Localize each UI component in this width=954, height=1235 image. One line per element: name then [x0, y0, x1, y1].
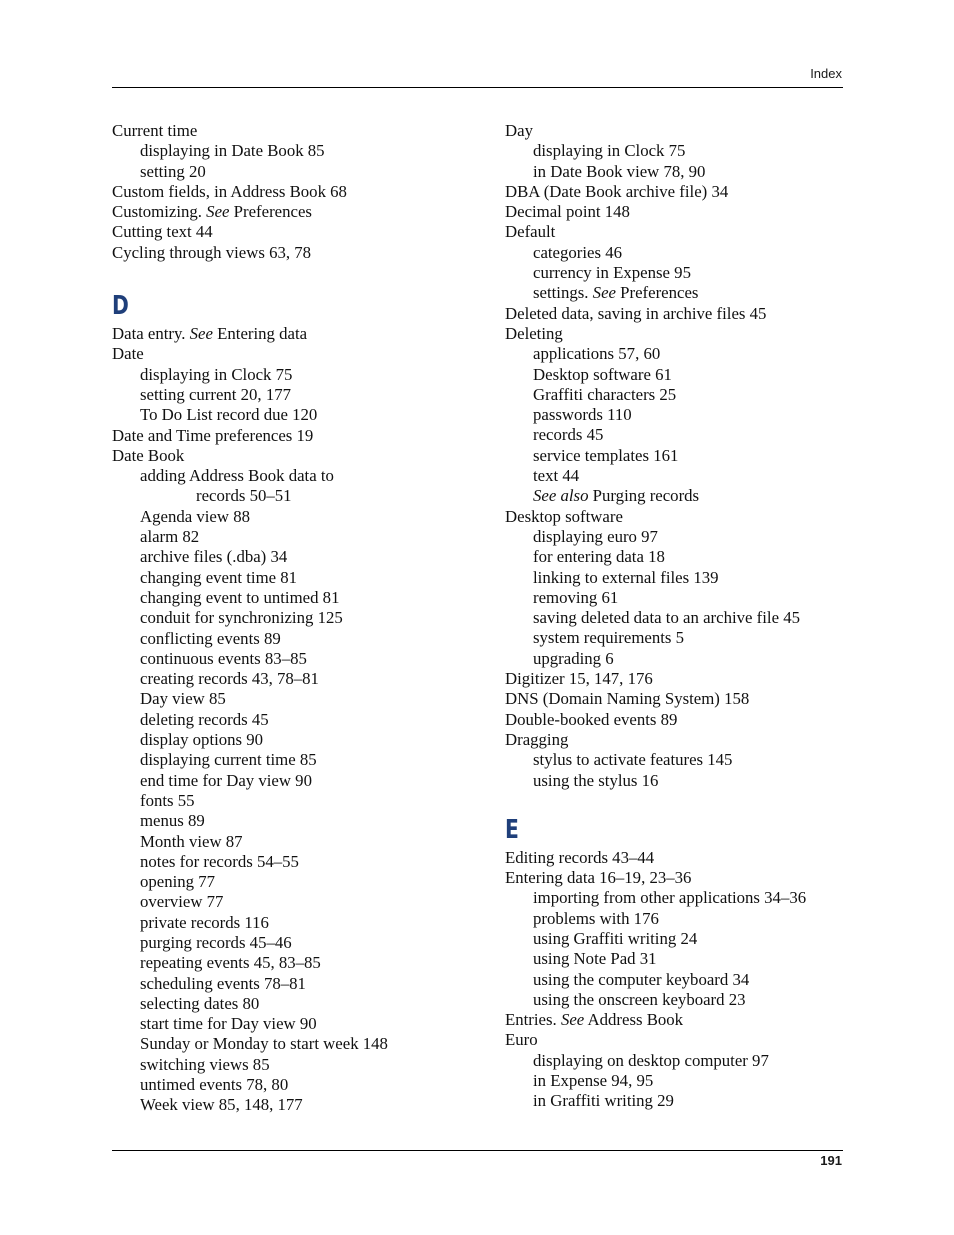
- index-subentry: [505, 970, 850, 990]
- entry-text: Purging records: [588, 486, 700, 506]
- index-subentry: [505, 405, 850, 425]
- index-block: [505, 121, 850, 791]
- index-subentry: [112, 385, 472, 405]
- entry-text: applications 57, 60: [533, 344, 661, 364]
- index-subentry: [112, 1055, 472, 1075]
- entry-text: Deleting: [505, 323, 563, 343]
- entry-text: Custom fields, in Address Book 68: [112, 181, 347, 201]
- index-subentry: [505, 344, 850, 364]
- index-subentry: [112, 365, 472, 385]
- index-subentry: [505, 608, 850, 628]
- index-entry: [112, 121, 472, 141]
- index-subentry: [505, 486, 850, 506]
- index-subentry: [505, 750, 850, 770]
- index-entry: [505, 222, 850, 242]
- entry-text: Date: [112, 344, 144, 364]
- entry-text: Date and Time preferences 19: [112, 425, 314, 445]
- index-subentry: [112, 892, 472, 912]
- entry-text: continuous events 83–85: [140, 648, 307, 668]
- index-entry: [505, 182, 850, 202]
- index-subentry: [505, 909, 850, 929]
- index-entry: [505, 689, 850, 709]
- entry-text: Entering data 16–19, 23–36: [505, 868, 692, 888]
- index-entry: [505, 121, 850, 141]
- see-reference: See: [592, 283, 616, 303]
- entry-text: system requirements 5: [533, 628, 684, 648]
- see-reference: See: [560, 1010, 585, 1030]
- index-subentry: [505, 141, 850, 161]
- entry-text: Euro: [505, 1030, 538, 1050]
- entry-text: notes for records 54–55: [140, 851, 299, 871]
- index-subentry: [505, 365, 850, 385]
- entry-text: settings.: [533, 283, 593, 303]
- index-subentry: [112, 852, 472, 872]
- index-subentry: [112, 466, 472, 486]
- entry-text: opening 77: [140, 872, 216, 892]
- entry-text: for entering data 18: [533, 547, 665, 567]
- entry-text: using the onscreen keyboard 23: [533, 989, 746, 1009]
- entry-text: conduit for synchronizing 125: [140, 608, 343, 628]
- entry-text: start time for Day view 90: [140, 1014, 317, 1034]
- entry-text: text 44: [533, 466, 580, 486]
- entry-text: untimed events 78, 80: [140, 1075, 289, 1095]
- entry-text: alarm 82: [140, 527, 200, 547]
- entry-text: creating records 43, 78–81: [140, 669, 319, 689]
- index-subentry: [112, 872, 472, 892]
- entry-text: selecting dates 80: [140, 993, 260, 1013]
- index-subentry: [112, 141, 472, 161]
- index-subentry: [505, 649, 850, 669]
- entry-text: switching views 85: [140, 1054, 270, 1074]
- index-subentry: [112, 608, 472, 628]
- entry-text: in Date Book view 78, 90: [533, 161, 706, 181]
- index-subentry: [112, 974, 472, 994]
- index-entry: [505, 710, 850, 730]
- running-header: Index: [810, 66, 842, 81]
- index-entry: [505, 202, 850, 222]
- index-subentry: [505, 1071, 850, 1091]
- entry-text: in Graffiti writing 29: [533, 1091, 674, 1111]
- index-entry: [505, 304, 850, 324]
- index-entry: [505, 730, 850, 750]
- entry-text: removing 61: [533, 587, 619, 607]
- index-subentry: [112, 486, 472, 506]
- index-subentry: [112, 771, 472, 791]
- entry-text: changing event time 81: [140, 567, 298, 587]
- index-subentry: [112, 953, 472, 973]
- index-subentry: [112, 791, 472, 811]
- entry-text: displaying euro 97: [533, 526, 658, 546]
- index-subentry: [505, 466, 850, 486]
- index-subentry: [505, 162, 850, 182]
- entry-text: using Note Pad 31: [533, 949, 657, 969]
- index-subentry: [112, 1095, 472, 1115]
- entry-text: importing from other applications 34–36: [533, 888, 807, 908]
- index-subentry: [505, 527, 850, 547]
- entry-text: Default: [505, 222, 556, 242]
- entry-text: Entering data: [212, 324, 308, 344]
- entry-text: To Do List record due 120: [140, 405, 318, 425]
- entry-text: scheduling events 78–81: [140, 973, 306, 993]
- index-subentry: [505, 446, 850, 466]
- see-reference: See also: [533, 486, 589, 506]
- entry-text: displaying current time 85: [140, 750, 317, 770]
- entry-text: problems with 176: [533, 908, 659, 928]
- entry-text: Current time: [112, 121, 198, 140]
- entry-text: using Graffiti writing 24: [533, 928, 698, 948]
- entry-text: private records 116: [140, 912, 269, 932]
- index-subentry: [112, 710, 472, 730]
- entry-text: Day view 85: [140, 689, 226, 709]
- entry-text: Desktop software: [505, 506, 623, 526]
- index-entry: [505, 1010, 850, 1030]
- entry-text: menus 89: [140, 811, 205, 831]
- index-entry: [112, 426, 472, 446]
- entry-text: Preferences: [615, 283, 699, 303]
- index-subentry: [505, 568, 850, 588]
- index-subentry: [112, 933, 472, 953]
- entry-text: displaying in Date Book 85: [140, 141, 325, 161]
- entry-text: Agenda view 88: [140, 506, 250, 526]
- entry-text: service templates 161: [533, 445, 679, 465]
- index-entry: [505, 324, 850, 344]
- index-subentry: [112, 547, 472, 567]
- index-entry: [112, 324, 472, 344]
- entry-text: display options 90: [140, 730, 264, 750]
- entry-text: conflicting events 89: [140, 628, 281, 648]
- index-subentry: [112, 811, 472, 831]
- entry-text: archive files (.dba) 34: [140, 547, 288, 567]
- index-subentry: [112, 750, 472, 770]
- index-column-left: [112, 121, 472, 1116]
- entry-text: Preferences: [229, 202, 312, 222]
- index-entry: [112, 202, 472, 222]
- entry-text: Editing records 43–44: [505, 847, 655, 867]
- index-subentry: [112, 832, 472, 852]
- entry-text: repeating events 45, 83–85: [140, 953, 321, 973]
- index-subentry: [505, 771, 850, 791]
- entry-text: Address Book: [584, 1010, 684, 1030]
- index-subentry: [505, 1091, 850, 1111]
- entry-text: using the computer keyboard 34: [533, 969, 750, 989]
- entry-text: Desktop software 61: [533, 364, 672, 384]
- entry-text: setting 20: [140, 161, 206, 181]
- index-subentry: [505, 888, 850, 908]
- entry-text: records 50–51: [196, 486, 292, 506]
- index-entry: [112, 446, 472, 466]
- entry-text: linking to external files 139: [533, 567, 719, 587]
- footer-rule: [112, 1150, 843, 1151]
- entry-text: Sunday or Monday to start week 148: [140, 1034, 388, 1054]
- index-subentry: [505, 547, 850, 567]
- entry-text: displaying in Clock 75: [533, 141, 686, 161]
- section-letter-d: D: [112, 291, 129, 322]
- entry-text: in Expense 94, 95: [533, 1071, 654, 1091]
- index-subentry: [112, 730, 472, 750]
- index-subentry: [112, 913, 472, 933]
- index-subentry: [112, 649, 472, 669]
- index-subentry: [505, 263, 850, 283]
- entry-text: passwords 110: [533, 405, 632, 425]
- index-entry: [112, 243, 472, 263]
- index-block: [505, 848, 850, 1112]
- entry-text: adding Address Book data to: [140, 466, 334, 486]
- entry-text: Double-booked events 89: [505, 709, 678, 729]
- entry-text: Cutting text 44: [112, 222, 213, 242]
- index-subentry: [112, 405, 472, 425]
- entry-text: stylus to activate features 145: [533, 750, 733, 770]
- entry-text: DBA (Date Book archive file) 34: [505, 181, 729, 201]
- entry-text: Dragging: [505, 729, 569, 749]
- index-subentry: [112, 507, 472, 527]
- index-entry: [112, 344, 472, 364]
- page-number: 191: [820, 1153, 842, 1168]
- entry-text: currency in Expense 95: [533, 263, 691, 283]
- entry-text: deleting records 45: [140, 709, 269, 729]
- index-block: [112, 324, 472, 1116]
- entry-text: categories 46: [533, 242, 622, 262]
- index-subentry: [112, 527, 472, 547]
- header-rule: [112, 87, 843, 88]
- entry-text: Entries.: [505, 1010, 561, 1030]
- entry-text: Date Book: [112, 445, 185, 465]
- index-subentry: [112, 669, 472, 689]
- entry-text: end time for Day view 90: [140, 770, 312, 790]
- index-subentry: [112, 689, 472, 709]
- entry-text: changing event to untimed 81: [140, 587, 340, 607]
- entry-text: Data entry.: [112, 324, 190, 344]
- entry-text: Week view 85, 148, 177: [140, 1095, 303, 1115]
- index-subentry: [505, 1051, 850, 1071]
- index-subentry: [505, 425, 850, 445]
- index-subentry: [112, 1075, 472, 1095]
- index-subentry: [112, 1014, 472, 1034]
- index-column-right: [505, 121, 850, 1112]
- entry-text: Customizing.: [112, 202, 207, 222]
- entry-text: Graffiti characters 25: [533, 384, 677, 404]
- section-letter-e: E: [505, 814, 519, 845]
- index-block: [112, 121, 472, 263]
- entry-text: using the stylus 16: [533, 770, 659, 790]
- index-entry: [505, 1030, 850, 1050]
- index-subentry: [112, 588, 472, 608]
- entry-text: Deleted data, saving in archive files 45: [505, 303, 767, 323]
- index-subentry: [505, 385, 850, 405]
- index-subentry: [112, 162, 472, 182]
- index-subentry: [505, 990, 850, 1010]
- index-subentry: [112, 629, 472, 649]
- entry-text: records 45: [533, 425, 604, 445]
- index-subentry: [505, 243, 850, 263]
- entry-text: saving deleted data to an archive file 45: [533, 608, 800, 628]
- index-entry: [112, 182, 472, 202]
- entry-text: fonts 55: [140, 790, 195, 810]
- index-entry: [505, 669, 850, 689]
- index-subentry: [505, 283, 850, 303]
- index-subentry: [505, 949, 850, 969]
- entry-text: Decimal point 148: [505, 202, 630, 222]
- see-reference: See: [189, 324, 213, 344]
- entry-text: overview 77: [140, 892, 224, 912]
- entry-text: Month view 87: [140, 831, 243, 851]
- index-subentry: [112, 568, 472, 588]
- entry-text: Cycling through views 63, 78: [112, 242, 312, 262]
- index-subentry: [112, 1034, 472, 1054]
- index-subentry: [505, 588, 850, 608]
- index-entry: [112, 222, 472, 242]
- see-reference: See: [206, 202, 230, 222]
- index-subentry: [505, 628, 850, 648]
- entry-text: displaying on desktop computer 97: [533, 1050, 769, 1070]
- index-entry: [505, 848, 850, 868]
- index-entry: [505, 507, 850, 527]
- entry-text: displaying in Clock 75: [140, 364, 293, 384]
- entry-text: Day: [505, 121, 533, 140]
- entry-text: setting current 20, 177: [140, 384, 291, 404]
- entry-text: DNS (Domain Naming System) 158: [505, 689, 750, 709]
- entry-text: Digitizer 15, 147, 176: [505, 669, 653, 689]
- index-subentry: [505, 929, 850, 949]
- index-subentry: [112, 994, 472, 1014]
- entry-text: purging records 45–46: [140, 932, 292, 952]
- entry-text: upgrading 6: [533, 648, 614, 668]
- index-entry: [505, 868, 850, 888]
